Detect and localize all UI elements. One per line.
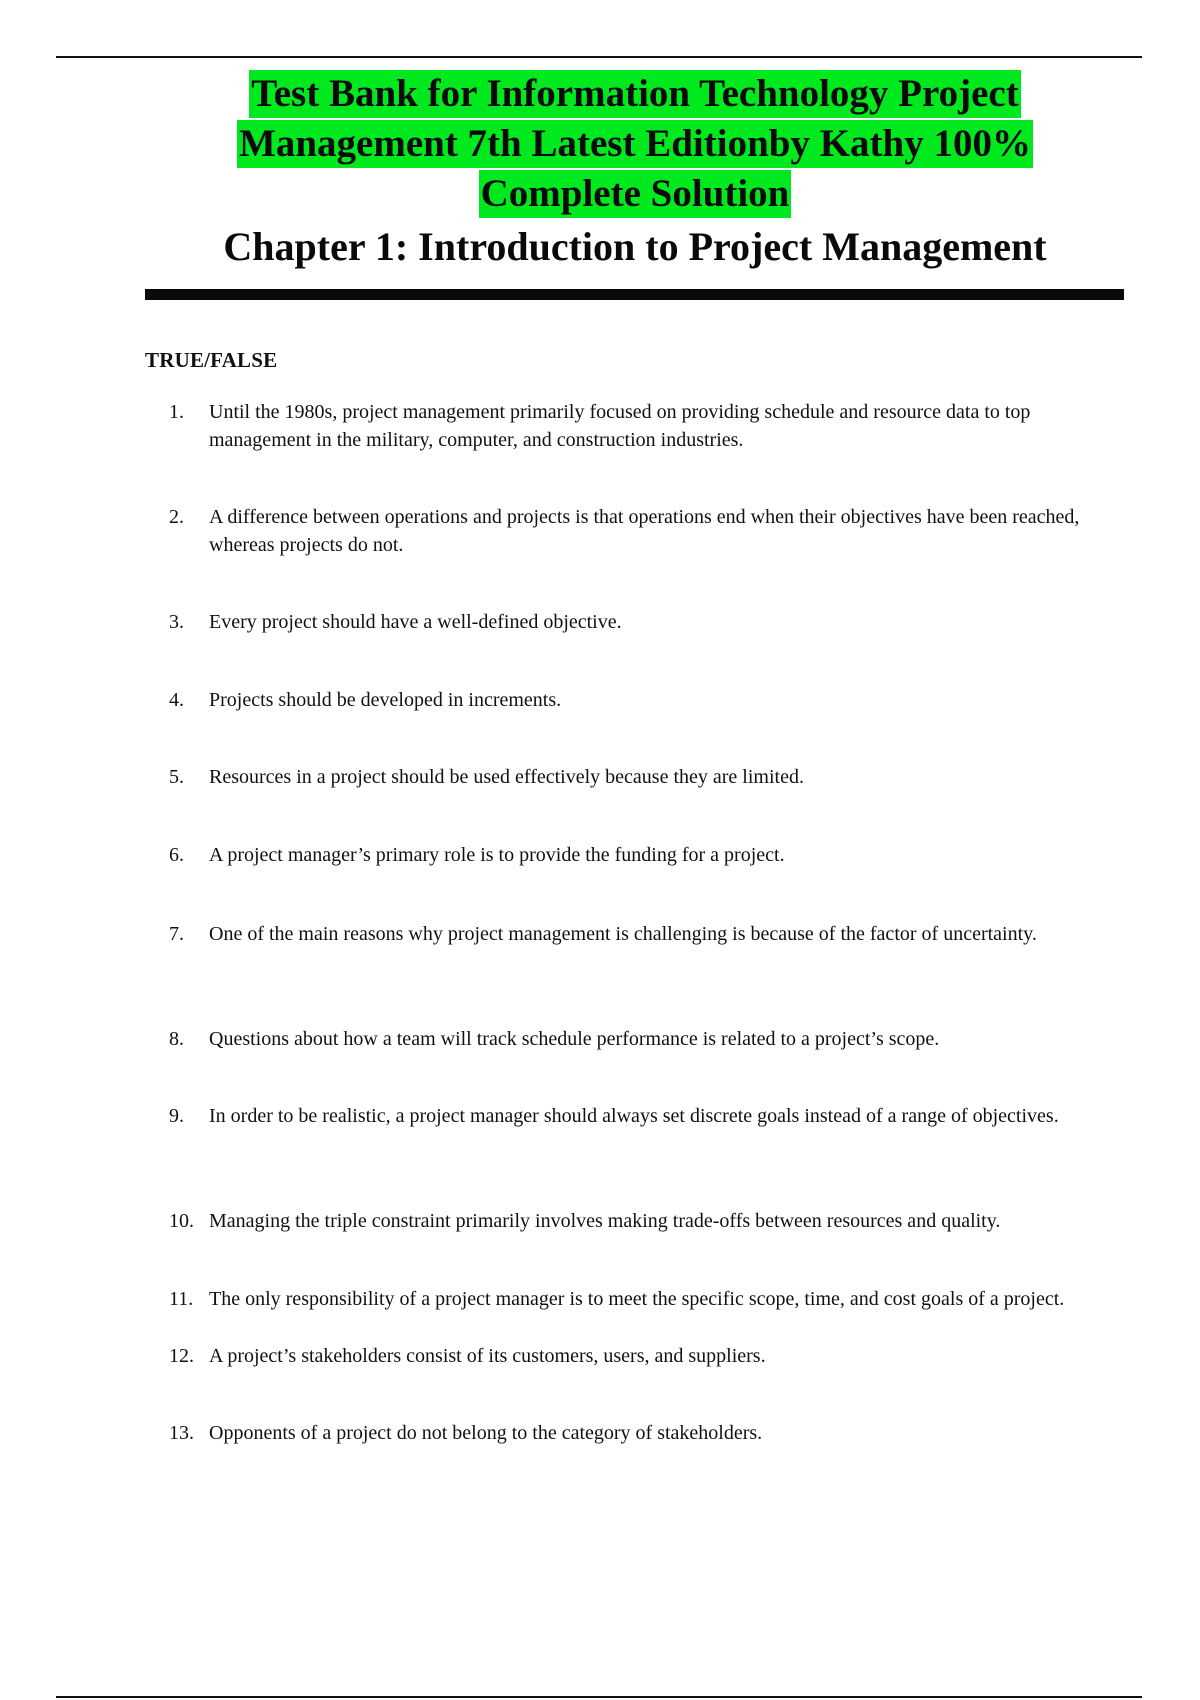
question-text: A project’s stakeholders consist of its customers, users, and suppliers. — [209, 1345, 766, 1367]
question-text: Questions about how a team will track schedule performance is related to a project’s scope. — [209, 1028, 940, 1050]
question-number: 8. — [169, 1028, 184, 1050]
question-number: 13. — [169, 1422, 194, 1444]
question-number: 6. — [169, 844, 184, 866]
question-text: Resources in a project should be used effectively because they are limited. — [209, 766, 804, 788]
question-item — [145, 1419, 1135, 1447]
question-number: 3. — [169, 611, 184, 633]
question-number: 9. — [169, 1105, 184, 1127]
question-item — [145, 1025, 1135, 1053]
question-item — [145, 608, 1135, 636]
question-text: A difference between operations and projects is that operations end when their objectives have been reached, whereas projects do not. — [209, 506, 1080, 556]
chapter-heading: Chapter 1: Introduction to Project Management — [223, 224, 1047, 269]
question-text: Managing the triple constraint primarily involves making trade-offs between resources and quality. — [209, 1210, 1001, 1232]
question-item — [145, 920, 1135, 948]
question-text: The only responsibility of a project manager is to meet the specific scope, time, and cost goals of a project. — [209, 1288, 1065, 1310]
question-number: 4. — [169, 689, 184, 711]
question-item — [145, 1207, 1135, 1235]
question-number: 11. — [169, 1288, 194, 1310]
question-item — [145, 1102, 1135, 1130]
question-number: 2. — [169, 506, 184, 528]
heading-divider — [145, 289, 1124, 300]
question-item — [145, 1285, 1135, 1313]
question-number: 7. — [169, 923, 184, 945]
question-item — [145, 398, 1135, 454]
section-title: TRUE/FALSE — [145, 348, 278, 372]
question-number: 1. — [169, 401, 184, 423]
question-text: In order to be realistic, a project manager should always set discrete goals instead of a range of objectives. — [209, 1105, 1059, 1127]
question-text: Projects should be developed in increments. — [209, 689, 562, 711]
question-item — [145, 763, 1135, 791]
question-item — [145, 686, 1135, 714]
title-line-3: Complete Solution — [479, 170, 792, 218]
title-line-2: Management 7th Latest Editionby Kathy 100% — [237, 120, 1033, 168]
question-number: 10. — [169, 1210, 194, 1232]
title-line-1: Test Bank for Information Technology Project — [249, 70, 1020, 118]
question-text: A project manager’s primary role is to provide the funding for a project. — [209, 844, 785, 866]
question-item — [145, 1342, 1135, 1370]
question-item — [145, 503, 1135, 559]
question-text: Every project should have a well-defined objective. — [209, 611, 622, 633]
question-text: Opponents of a project do not belong to the category of stakeholders. — [209, 1422, 763, 1444]
question-text: Until the 1980s, project management primarily focused on providing schedule and resource data to top management in the military, computer, and construction industries. — [209, 401, 1031, 451]
question-item — [145, 841, 1135, 869]
question-number: 12. — [169, 1345, 194, 1367]
bottom-rule — [56, 1696, 1142, 1698]
question-number: 5. — [169, 766, 184, 788]
top-rule — [56, 56, 1142, 58]
title-block — [160, 70, 1110, 272]
question-text: One of the main reasons why project management is challenging is because of the factor of uncertainty. — [209, 923, 1037, 945]
